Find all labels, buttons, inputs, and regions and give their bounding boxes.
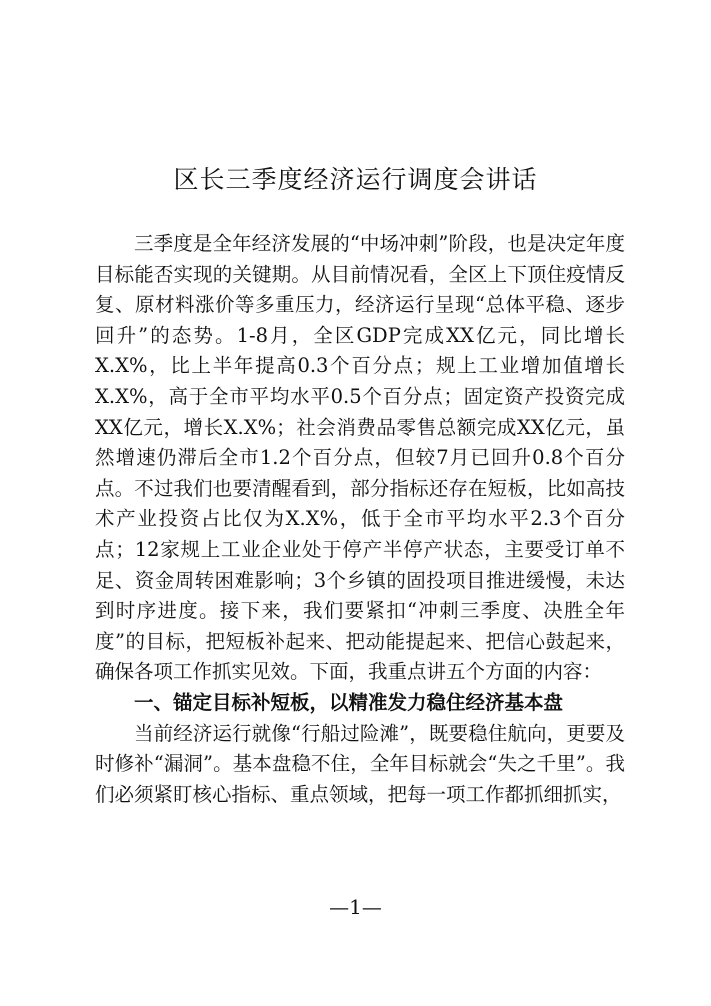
document-body	[95, 229, 625, 810]
body-paragraph: 三季度是全年经济发展的“中场冲刺”阶段，也是决定年度目标能否实现的关键期。从目前情况看，全区上下顶住疫情反复、原材料涨价等多重压力，经济运行呈现“总体平稳、逐步回升”的态势。1-8月，全区GDP完成XX亿元，同比增长X.X%，比上半年提高0.3个百分点；规上工业增加值增长X.X%，高于全市平均水平0.5个百分点；固定资产投资完成XX亿元，增长X.X%；社会消费品零售总额完成XX亿元，虽然增速仍滞后全市1.2个百分点，但较7月已回升0.8个百分点。不过我们也要清醒看到，部分指标还存在短板，比如高技术产业投资占比仅为X.X%，低于全市平均水平2.3个百分点；12家规上工业企业处于停产半停产状态，主要受订单不足、资金周转困难影响；3个乡镇的固投项目推进缓慢，未达到时序进度。接下来，我们要紧扣“冲刺三季度、决胜全年度”的目标，把短板补起来、把动能提起来、把信心鼓起来，确保各项工作抓实见效。下面，我重点讲五个方面的内容：	[95, 232, 625, 684]
section-heading: 一、锚定目标补短板，以精准发力稳住经济基本盘	[134, 690, 564, 714]
body-paragraph: 当前经济运行就像“行船过险滩”，既要稳住航向，更要及时修补“漏洞”。基本盘稳不住，全年目标就会“失之千里”。我们必须紧盯核心指标、重点领域，把每一项工作都抓细抓实，	[95, 721, 625, 806]
document-title: 区长三季度经济运行调度会讲话	[173, 165, 538, 194]
page-number: —1—	[329, 895, 382, 919]
